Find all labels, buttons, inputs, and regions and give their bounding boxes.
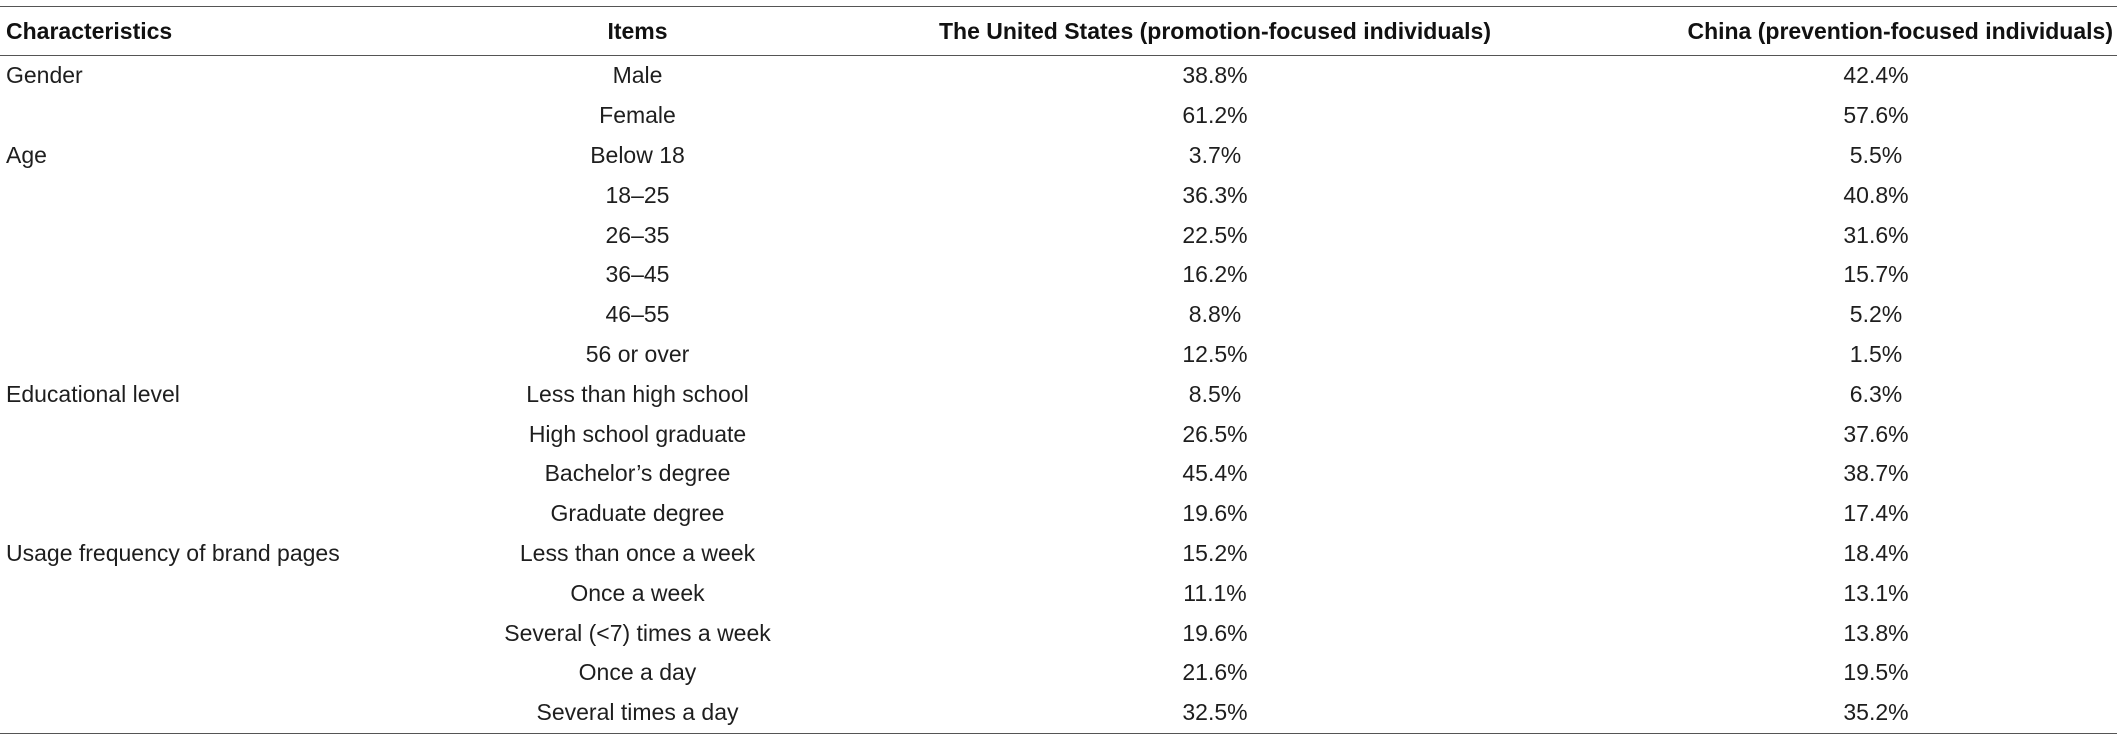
china-value-cell: 1.5% [1849, 340, 1903, 367]
item-cell: Several times a day [536, 699, 739, 726]
item-cell: Below 18 [590, 141, 685, 168]
item-cell: Graduate degree [550, 500, 725, 527]
item-cell: Female [599, 102, 676, 129]
us-value-cell: 19.6% [1182, 619, 1248, 646]
us-value-cell: 26.5% [1182, 420, 1248, 447]
table-row [0, 494, 2117, 534]
header-china: China (prevention-focused individuals) [1687, 17, 2113, 44]
category-cell [0, 335, 440, 375]
us-value-cell: 12.5% [1182, 340, 1248, 367]
demographics-table [0, 6, 2117, 734]
table-row [0, 96, 2117, 136]
item-cell: 56 or over [585, 340, 690, 367]
china-value-cell: 15.7% [1843, 261, 1909, 288]
china-value-cell: 42.4% [1843, 62, 1909, 89]
china-value-cell: 5.2% [1849, 301, 1903, 328]
table-row [0, 613, 2117, 653]
category-cell [0, 295, 440, 335]
us-value-cell: 38.8% [1182, 62, 1248, 89]
table-row [0, 573, 2117, 613]
table-row [0, 295, 2117, 335]
china-value-cell: 19.5% [1843, 659, 1909, 686]
china-value-cell: 5.5% [1849, 141, 1903, 168]
item-cell: Less than once a week [519, 539, 756, 566]
category-cell [0, 573, 440, 613]
china-value-cell: 6.3% [1849, 380, 1903, 407]
category-cell [0, 215, 440, 255]
item-cell: High school graduate [528, 420, 747, 447]
us-value-cell: 19.6% [1182, 500, 1248, 527]
table-row [0, 215, 2117, 255]
table-row [0, 255, 2117, 295]
header-characteristics: Characteristics [6, 17, 173, 44]
table-row [0, 534, 2117, 574]
us-value-cell: 8.5% [1188, 380, 1242, 407]
table-row [0, 454, 2117, 494]
us-value-cell: 32.5% [1182, 699, 1248, 726]
header-united-states: The United States (promotion-focused individuals) [938, 17, 1492, 44]
category-cell [0, 454, 440, 494]
table-body [0, 56, 2117, 734]
table-row [0, 335, 2117, 375]
category-cell [0, 693, 440, 733]
table-row [0, 414, 2117, 454]
category-cell [0, 96, 440, 136]
china-value-cell: 17.4% [1843, 500, 1909, 527]
us-value-cell: 3.7% [1188, 141, 1242, 168]
category-cell: Age [6, 141, 47, 168]
table-row [0, 56, 2117, 96]
item-cell: 18–25 [605, 181, 670, 208]
item-cell: 46–55 [605, 301, 670, 328]
china-value-cell: 40.8% [1843, 181, 1909, 208]
item-cell: Less than high school [526, 380, 749, 407]
table-row [0, 175, 2117, 215]
item-cell: 36–45 [605, 261, 670, 288]
category-cell [0, 414, 440, 454]
item-cell: Once a day [578, 659, 697, 686]
category-cell [0, 255, 440, 295]
china-value-cell: 57.6% [1843, 102, 1909, 129]
china-value-cell: 37.6% [1843, 420, 1909, 447]
china-value-cell: 38.7% [1843, 460, 1909, 487]
us-value-cell: 36.3% [1182, 181, 1248, 208]
table-row [0, 693, 2117, 733]
us-value-cell: 45.4% [1182, 460, 1248, 487]
us-value-cell: 16.2% [1182, 261, 1248, 288]
item-cell: Once a week [570, 579, 705, 606]
header-items: Items [607, 17, 668, 44]
table-row [0, 653, 2117, 693]
header-row [0, 7, 2117, 56]
category-cell: Usage frequency of brand pages [6, 539, 340, 566]
category-cell [0, 613, 440, 653]
table-row [0, 136, 2117, 176]
us-value-cell: 22.5% [1182, 221, 1248, 248]
us-value-cell: 15.2% [1182, 539, 1248, 566]
table-header [0, 7, 2117, 56]
china-value-cell: 13.1% [1843, 579, 1909, 606]
china-value-cell: 31.6% [1843, 221, 1909, 248]
item-cell: 26–35 [605, 221, 670, 248]
demographics-table-container [0, 6, 2117, 734]
us-value-cell: 8.8% [1188, 301, 1242, 328]
us-value-cell: 21.6% [1182, 659, 1248, 686]
us-value-cell: 61.2% [1182, 102, 1248, 129]
item-cell: Several (<7) times a week [504, 619, 771, 646]
china-value-cell: 18.4% [1843, 539, 1909, 566]
china-value-cell: 13.8% [1843, 619, 1909, 646]
category-cell: Gender [6, 62, 83, 89]
china-value-cell: 35.2% [1843, 699, 1909, 726]
table-row [0, 374, 2117, 414]
us-value-cell: 11.1% [1183, 579, 1247, 606]
item-cell: Bachelor’s degree [544, 460, 731, 487]
category-cell [0, 494, 440, 534]
category-cell [0, 175, 440, 215]
category-cell [0, 653, 440, 693]
category-cell: Educational level [6, 380, 180, 407]
item-cell: Male [612, 62, 663, 89]
